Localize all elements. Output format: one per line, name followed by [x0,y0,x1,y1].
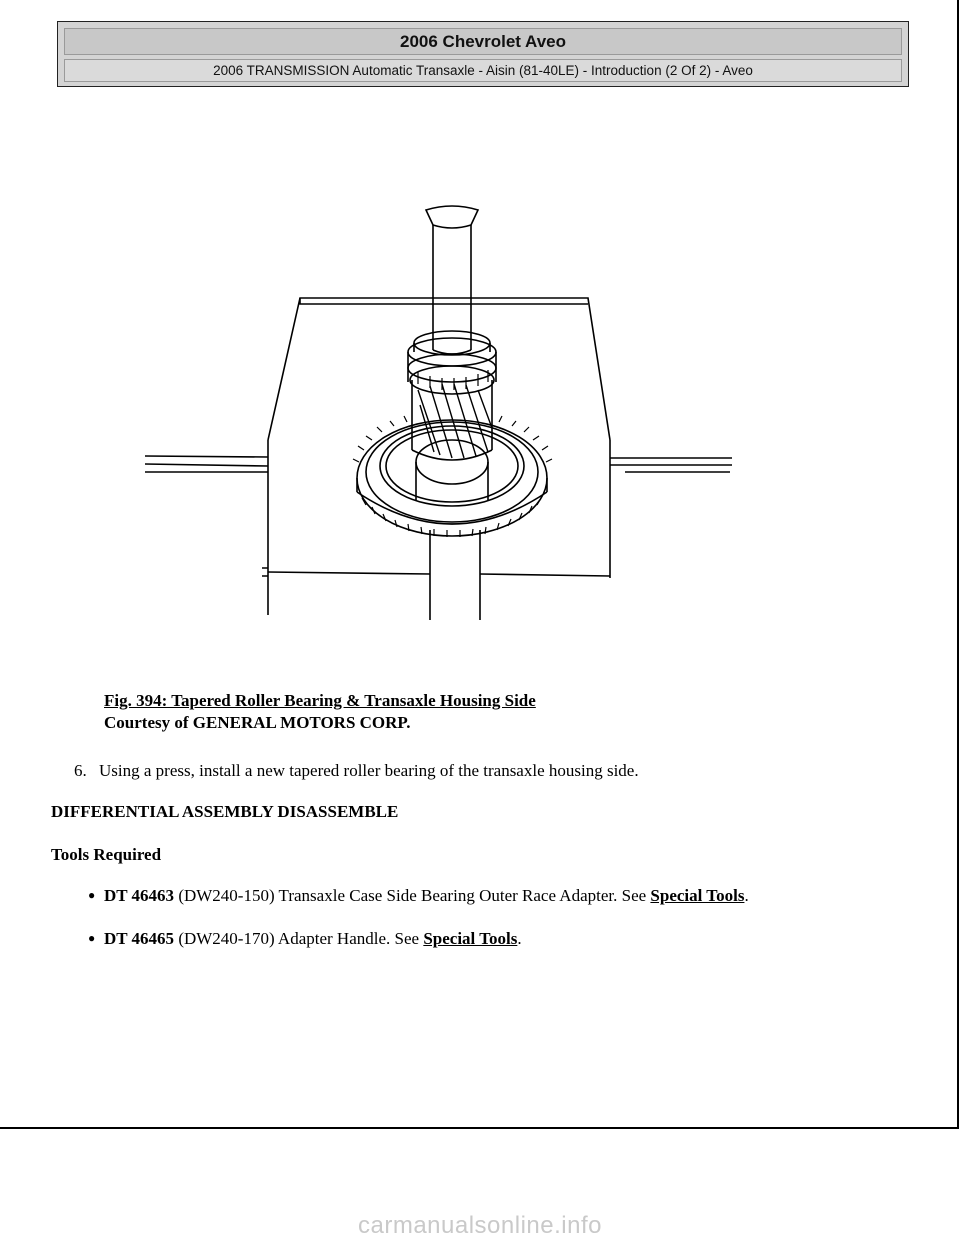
figure-caption [104,690,536,734]
tool-end: . [517,929,522,948]
tool-description: (DW240-170) Adapter Handle. See [174,929,424,948]
step-text: Using a press, install a new tapered roller bearing of the transaxle housing side. [99,761,639,780]
figure-courtesy: Courtesy of GENERAL MOTORS CORP. [104,713,411,732]
special-tools-link[interactable]: Special Tools [423,929,518,948]
tool-id: DT 46465 [104,929,175,948]
bearing-press-illustration [140,200,740,620]
header-subtitle: 2006 TRANSMISSION Automatic Transaxle - Aisin (81-40LE) - Introduction (2 Of 2) - Aveo [64,59,902,82]
document-header [57,21,909,87]
bullet-icon: ● [88,931,96,945]
tool-end: . [744,886,749,905]
tools-list [88,884,749,970]
figure-title-link[interactable]: Fig. 394: Tapered Roller Bearing & Transaxle Housing Side [104,691,536,710]
list-item [88,927,749,950]
header-title: 2006 Chevrolet Aveo [64,28,902,55]
bullet-icon: ● [88,888,96,902]
watermark: carmanualsonline.info [358,1212,602,1239]
section-heading: DIFFERENTIAL ASSEMBLY DISASSEMBLE [51,802,399,821]
step-number: 6. [74,761,87,780]
special-tools-link[interactable]: Special Tools [650,886,745,905]
procedure-step [74,760,639,782]
list-item [88,884,749,907]
tools-required-heading: Tools Required [51,845,162,864]
tool-description: (DW240-150) Transaxle Case Side Bearing Outer Race Adapter. See [174,886,651,905]
tool-id: DT 46463 [104,886,175,905]
